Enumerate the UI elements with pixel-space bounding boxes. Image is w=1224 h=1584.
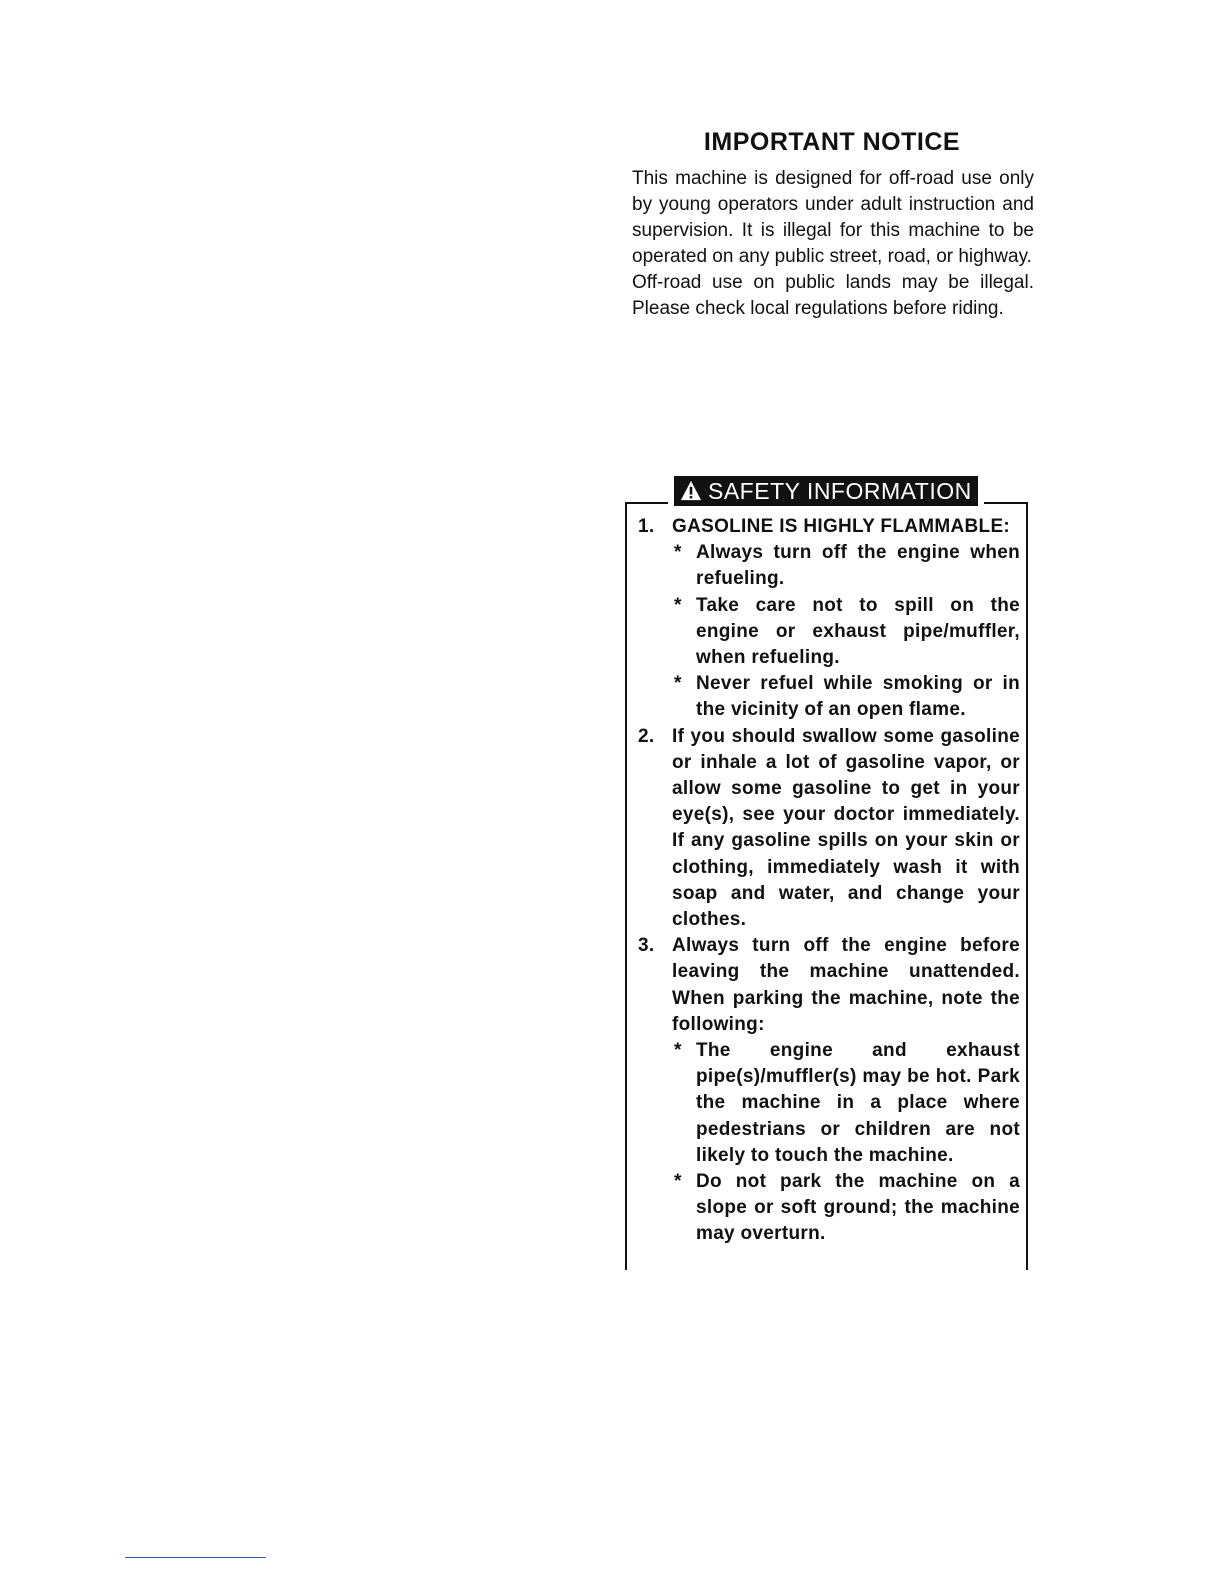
asterisk-bullet: * [674, 594, 682, 616]
safety-item-1 [638, 514, 1020, 724]
asterisk-bullet: * [674, 673, 682, 695]
safety-banner-label: SAFETY INFORMATION [708, 477, 972, 504]
safety-item-3 [638, 933, 1020, 1247]
sub-item-text: The engine and exhaust pipe(s)/muffler(s) may be hot. Park the machine in a place where pedestrians or children are not likely to touch the machine. [696, 1040, 1020, 1166]
sub-item-text: Do not park the machine on a slope or soft ground; the machine may overturn. [696, 1171, 1020, 1245]
asterisk-bullet: * [674, 1040, 682, 1062]
safety-list [638, 514, 1020, 1248]
item-text: Always turn off the engine before leaving the machine unattended. When parking the machine, note the following: [672, 935, 1020, 1035]
item-text: If you should swallow some gasoline or inhale a lot of gasoline vapor, or allow some gasoline to get in your eye(s), see your doctor immediately. If any gasoline spills on your skin or clothing, immediately wash it with soap and water, and change your clothes. [672, 725, 1020, 931]
sub-item [672, 671, 1020, 723]
sub-item-text: Always turn off the engine when refueling. [696, 542, 1020, 590]
safety-information-banner [668, 476, 984, 506]
warning-triangle-icon [680, 480, 702, 502]
notice-body [632, 166, 1034, 322]
sub-item-text: Never refuel while smoking or in the vicinity of an open flame. [696, 673, 1020, 721]
sub-item [672, 1038, 1020, 1169]
asterisk-bullet: * [674, 542, 682, 564]
sub-item-text: Take care not to spill on the engine or exhaust pipe/muffler, when refueling. [696, 594, 1020, 669]
safety-item-2 [638, 724, 1020, 934]
sub-list [672, 1038, 1020, 1248]
footer-rule [125, 1557, 266, 1558]
notice-paragraph-1: This machine is designed for off-road use only by young operators under adult instruction and supervision. It is illegal for this machine to be operated on any public street, road, or highway. [632, 168, 1034, 267]
item-number: 2. [638, 725, 655, 747]
sub-item [672, 593, 1020, 672]
item-text: GASOLINE IS HIGHLY FLAMMABLE: [672, 516, 1011, 537]
sub-item [672, 540, 1020, 592]
sub-item [672, 1169, 1020, 1248]
sub-list [672, 540, 1020, 723]
notice-paragraph-2: Off-road use on public lands may be illegal. Please check local regulations before riding. [632, 272, 1034, 319]
notice-title: IMPORTANT NOTICE [703, 128, 961, 156]
item-number: 1. [638, 516, 655, 537]
asterisk-bullet: * [674, 1171, 682, 1193]
item-number: 3. [638, 935, 655, 957]
